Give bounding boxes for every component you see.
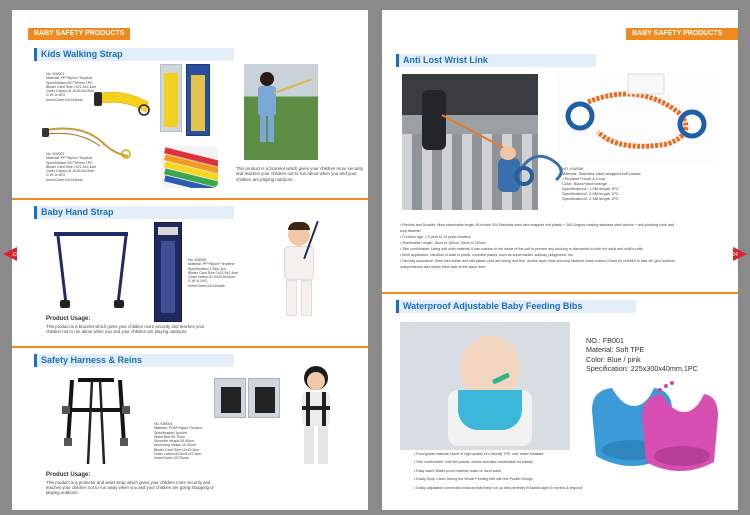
feeding-bib-feature: • Skin comfortable: Soft thin plastic, elastic and also comfortable for babies: [414, 460, 533, 465]
fb001-spec: [586, 336, 698, 374]
feeding-bibs-section: [396, 300, 724, 506]
kids-walking-strap-description: This product is a bracelet which gives your children more security and teaches your children not to run about when you and your children are playing outdoors.: [236, 166, 363, 182]
left-divider-1: [12, 198, 368, 200]
hand-strap-usage-text: This product is a bracelet which gives your children more security and teaches your children not to run about when you and your children are playing outdoors.: [46, 324, 205, 335]
harness-image: [48, 374, 144, 468]
kw001-spec: No.:KW001 Material: PP+Nylon+Terylene Specification:90*750mm 1PC Blister Card Size:7x21.5x2.4cm Outer Carton:41.5x33.5x23cm G.W.:5.1KG Inner/Outer:24/144sets: [46, 72, 97, 102]
right-page-number: 24: [732, 252, 738, 258]
left-divider-2: [12, 346, 368, 348]
kw002-spec: No.:KW002 Material: PP+Nylon+Terylene Specification:25*750mm 1PC Blister Card Size:7x21.5x2.4cm Outer Carton:41.5x33.5x23cm G.W.:5.1KG Inner/Outer:24/144sets: [46, 152, 97, 182]
harness-package-2-image: [248, 378, 280, 418]
baby-hand-strap-section: [34, 206, 368, 338]
feeding-bib-feature: • Food grade material: Made of high-quality eco-friendly TPE, soft, water resistant: [414, 452, 544, 456]
left-header-banner: BABY SAFETY PRODUCTS: [28, 28, 130, 40]
right-divider: [382, 292, 738, 294]
harness-usage-heading: Product Usage:: [46, 472, 91, 478]
rope-strap-image: [42, 122, 132, 162]
anti-lost-section: [396, 54, 724, 290]
baby-standing-photo: [270, 220, 330, 320]
toddler-walking-photo: [244, 64, 318, 160]
feeding-bibs-features-list: [414, 450, 714, 492]
safety-harness-section: [34, 354, 368, 504]
anti-lost-feature: • Function age: 1.5 year to 15 years toddlers: [400, 235, 471, 239]
anti-lost-features-list: [400, 222, 720, 270]
hand-strap-usage-heading: Product Usage:: [46, 316, 91, 322]
baby-hand-strap-title: Baby Hand Strap: [34, 206, 234, 219]
left-page: [12, 10, 368, 510]
harness-usage-text: This product is a protector and waist strap which gives your children more security and teaches your children not to run away when you and your children are going shopping or playing outdoors.: [46, 480, 214, 496]
kw001-package-image: [160, 64, 182, 132]
anti-lost-feature: loop fastener: [400, 229, 421, 233]
anti-lost-feature: • Flexible and Durable: Most stretchable length 36 inches 304 Stainless steel wire wrapped soft plastic + 360-Degree rotating stainless steel anchor + anti-pinching hook and: [400, 223, 675, 227]
colorful-straps-image: [162, 146, 218, 188]
kw002-package-image: [186, 64, 210, 136]
kids-walking-strap-section: [34, 48, 368, 198]
fb001-material: Material: Soft TPE: [586, 345, 645, 355]
kw006-spec: NO.:KW006 Material: Stainless steel wrapped soft plastic +Terylene+Hook & Loop Color: Black+blue/orange Specification1: 1.5M length 1PC Specification2: 2.0M length 1PC Specification3: 2.5M length 1PC: [562, 166, 641, 201]
baby-feeding-photo: [400, 322, 570, 450]
kids-walking-strap-title: Kids Walking Strap: [34, 48, 234, 61]
anti-lost-feature: • Skin comfortable: Using soft cloth material, it has cushion in the inside of the cuff to prevent any bruising or discomfort to both the adult and child's cuffs: [400, 247, 643, 251]
street-crossing-photo: [402, 74, 538, 210]
yellow-strap-image: [92, 84, 152, 124]
anti-lost-feature: • Multi application: Vacation or walk in public, crowded places, such as supermarket, subway, playground, etc: [400, 253, 574, 257]
anti-lost-feature: • Security assurance: Steel wire inside and soft plastic cord are strong and firm, double layer hook and loop fastener which makes it hard for children to take off, give toddlers: [400, 259, 675, 263]
wrist-link-product-image: [558, 72, 718, 162]
feeding-bib-feature: • Easily adjustable connection ensures that these roll up bibs perfectly fit babies aged 6 months & beyond!: [414, 485, 583, 490]
feeding-bib-feature: • Easily Keep Clean During the Whole Feeding bite with the Pocket Design: [414, 477, 533, 482]
safety-harness-title: Safety Harness & Reins: [34, 354, 234, 367]
kw004-spec: No.:KW004 Material: POM+Nylon+Terylen Specification:1pc/set Waist Belt:30-70cm Shoulder straps:25-65cm Anchoring straps:15-20cm Blister Card Size:12x19.5cm Outer carton:53.5x41x37.5cm Inner/Outer:12/72sets: [154, 422, 202, 461]
fb001-specification: Specification: 225x300x40mm,1PC: [586, 364, 698, 374]
anti-lost-title: Anti Lost Wrist Link: [396, 54, 596, 67]
hand-strap-package-image: [154, 222, 182, 322]
anti-lost-feature: • Stretchable Length: 36cm to 150cm, 45cm to 200cm: [400, 241, 486, 245]
anti-lost-feature: independence also keeps them safe at the same time.: [400, 265, 487, 269]
fb001-no: NO.: FB001: [586, 336, 624, 345]
harness-package-1-image: [214, 378, 246, 418]
hand-strap-image: [48, 224, 136, 312]
kw005-spec: No.:KW005 Material: PP+Nylon+Terylene Specification:1.36m,1pc Blister Card Size:7x21.5x2.4cm Outer carton:51.5x33.5x33cm G.W.:6.1KG Inner/Outer:24/144sets: [188, 258, 239, 288]
feeding-bib-feature: • Easy wash: Water-proof machine wash or hand wash: [414, 468, 502, 473]
child-harness-photo: [288, 364, 346, 470]
left-page-number: 23: [12, 252, 18, 258]
feeding-bibs-title: Waterproof Adjustable Baby Feeding Bibs: [396, 300, 636, 313]
right-page: [382, 10, 738, 510]
fb001-color: Color: Blue / pink: [586, 354, 641, 364]
right-header-banner: BABY SAFETY PRODUCTS: [626, 28, 738, 40]
